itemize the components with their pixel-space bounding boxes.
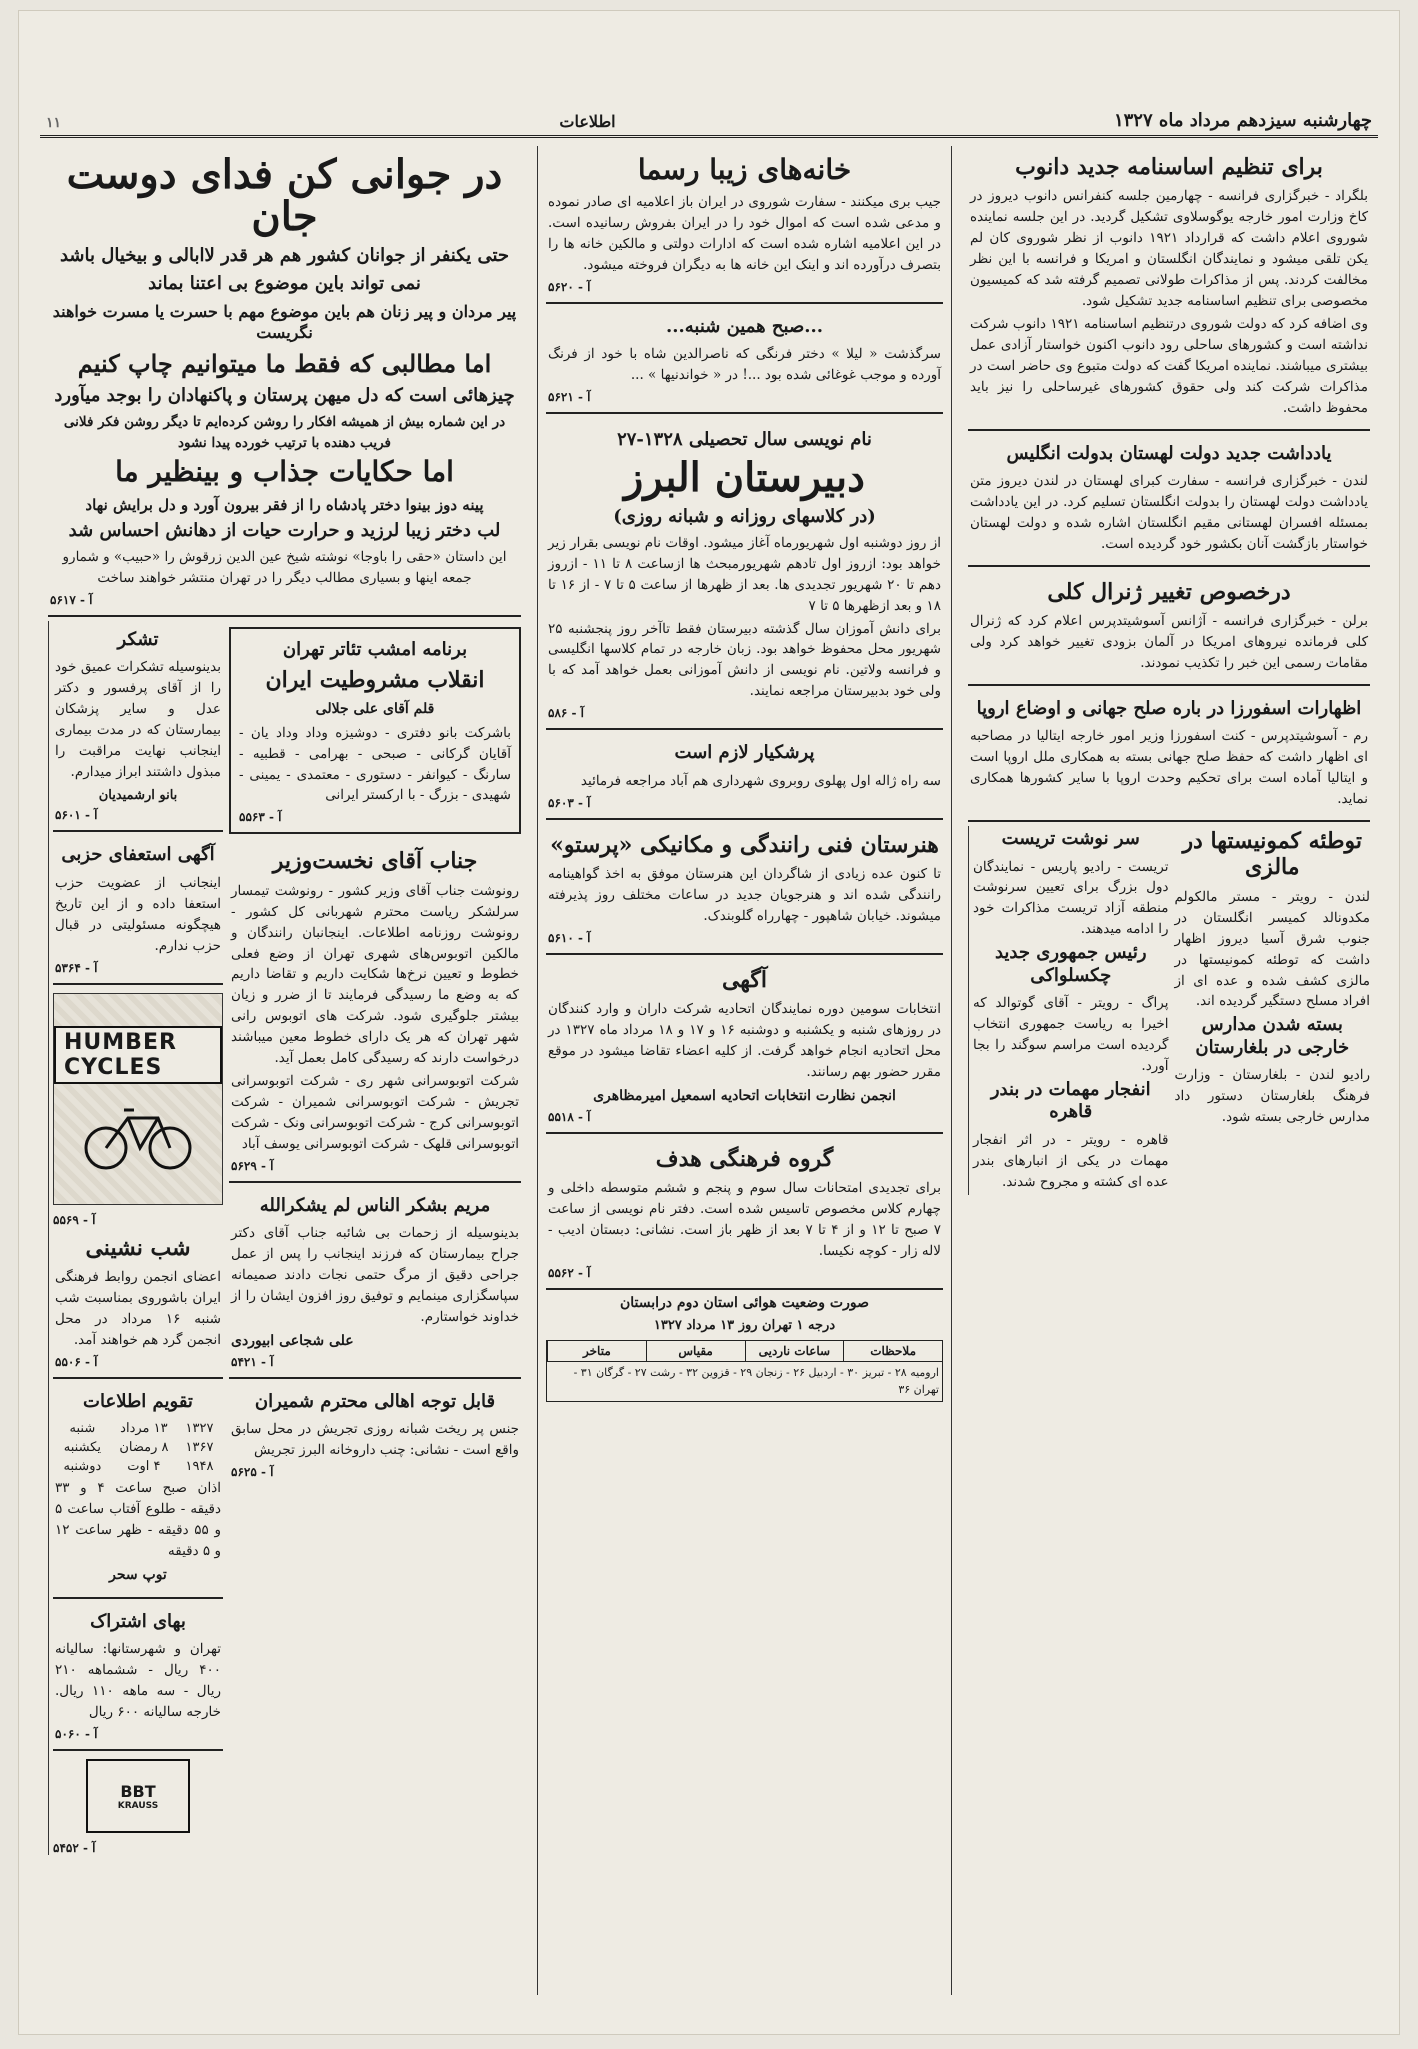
banner-subhead-5: چیزهائی است که دل میهن پرستان و پاکنهادان را بوجد میآورد: [54, 385, 515, 407]
czech-body: پراگ - رویتر - آقای گوتوالد که اخیرا به ریاست جمهوری انتخاب گردیده است مراسم سوگند را بجا آورد.: [973, 995, 1169, 1075]
hadaf-ad: [546, 1138, 943, 1290]
calendar-cell: ۱۳ مرداد: [120, 1421, 168, 1437]
weather-subhead: درجه ۱ تهران روز ۱۳ مرداد ۱۳۲۷: [653, 1317, 836, 1333]
resign-body: اینجانب از عضویت حزب استعفا داده و از این تاریخ هیچگونه مسئولیتی در قبال حزب ندارم.: [55, 874, 221, 954]
election-body: انتخابات سومین دوره نمایندگان اتحادیه شرکت داران و وارد کنندگان در روزهای شنبه و یکشنبه و دوشنبه ۱۶ و ۱۷ و ۱۸ مرداد ماه ۱۳۲۷ در محل اتحادیه انجام خواهد گرفت. از کلیه اعضاء تقاضا میشود در موقع مقرر حضور بهم رسانند.: [548, 1001, 941, 1080]
thanks-body: بدینوسیله تشکرات عمیق خود را از آقای پرفسور و دکتر عدل و سایر پزشکان بیمارستان که در مدت بیماری اینجانب نهایت مراقبت را مبذول داشتند ابراز میدارم.: [55, 659, 221, 780]
page-number: ۱۱: [46, 115, 62, 131]
nurse-ad: [546, 734, 943, 819]
sforza-headline: اظهارات اسفورزا در باره صلح جهانی و اوضاع اروپا: [976, 697, 1362, 719]
driving-school-ad: [546, 824, 943, 955]
newspaper-page: [18, 10, 1400, 2035]
danube-headline: برای تنظیم اساسنامه جدید دانوب: [1015, 154, 1323, 180]
banner-headline: در جوانی کن فدای دوست جان: [66, 151, 503, 240]
issue-date: چهارشنبه سیزدهم مرداد ماه ۱۳۲۷: [1113, 110, 1372, 131]
minister-headline: جناب آقای نخست‌وزیر: [272, 848, 478, 875]
left-column: [40, 146, 529, 1995]
election-signature: انجمن نظارت انتخابات اتحادیه اسمعیل امیرمظاهری: [593, 1087, 896, 1104]
doctor-code: آ - ۵۴۲۱: [231, 1354, 274, 1369]
alborz-kicker: نام نویسی سال تحصیلی ۱۳۲۸-۲۷: [617, 429, 872, 451]
malaya-article: [1175, 826, 1371, 1195]
calendar-cell: یکشنبه: [63, 1440, 101, 1456]
clay-body: برلن - خبرگزاری فرانسه - آژانس آسوشیتدپرس اعلام کرد که ژنرال کلی فرمانده نیروهای امریکا در آلمان بزودی تغییر خواهد کرد ولی مقامات رسمی این خبر را تکذیب نمودند.: [970, 613, 1368, 671]
alborz-body: از روز دوشنبه اول شهریورماه آغاز میشود. اوقات نام نویسی بقرار زیر خواهد بود: ازروز اول تادهم شهریورمبحث ها ازساعت ۸ تا ۱۱ - ازروز دهم تا ۲۰ شهریور تجدیدی ها. بعد از ظهرها از ساعت ۵ تا ۷ - از ۱۶ تا ۱۸ و بعد ازظهرها ۵ تا ۷: [548, 534, 941, 614]
tomorrow-body: سرگذشت « لیلا » دختر فرنگی که ناصرالدین شاه با خود از فرنگ آورده و موجب غوغائی شده بود ...! در « خواندنیها » ...: [548, 346, 941, 384]
malaya-headline: توطئه کمونیستها در مالزی: [1182, 828, 1363, 881]
theater-headline: برنامه امشب تئاتر تهران: [282, 638, 468, 660]
driving-school-headline: هنرستان فنی رانندگی و مکانیکی «پرستو»: [550, 831, 939, 858]
nurse-code: آ - ۵۶۰۳: [548, 795, 591, 810]
calendar-headline: تقویم اطلاعات: [83, 1390, 193, 1412]
theater-author: قلم آقای علی جلالی: [315, 700, 435, 717]
election-headline: آگهی: [721, 966, 768, 993]
doctor-signature: علی شجاعی ابیوردی: [231, 1332, 354, 1349]
resign-code: آ - ۵۳۶۴: [55, 960, 98, 975]
doctor-body: بدینوسیله از زحمات بی شائبه جناب آقای دکتر جراح بیمارستان که فرزند اینجانب را پس از عمل جراحی دقیق از مرگ حتمی نجات دادند صمیمانه سپاسگزاری مینمایم و توفیق روز افزون ایشان را از خداوند خواستارم.: [231, 1225, 519, 1325]
weather-col: ساعات ناردیی: [745, 1341, 844, 1361]
houses-article: [546, 146, 943, 304]
foreign-body: رادیو لندن - بلغارستان - وزارت فرهنگ بلغارستان دستور داد مدارس خارجی بسته شود.: [1174, 1067, 1370, 1126]
left-inner-left: [48, 621, 223, 1855]
cairo-body: قاهره - رویتر - در اثر انفجار مهمات در یکی از انبارهای بندر عده ای کشته و مجروح شدند.: [973, 1131, 1169, 1190]
houses-body: جیب بری میکنند - سفارت شوروی در ایران باز اعلامیه ای صادر نموده و مدعی شده است که اموال خود را در ایران بفروش رسانیده است. در این اعلامیه اشاره شده است که ادارات دولتی و مالکین خانه ها را بتصرف درآورده اند و اینک این خانه ها به دیگران فروخته میشود.: [548, 194, 941, 273]
weather-headline: صورت وضعیت هوائی استان دوم درابستان: [620, 1294, 869, 1311]
calendar-row: [55, 1438, 221, 1457]
thanks-notice: [53, 621, 223, 833]
logo-bottom-text: KRAUSS: [117, 1800, 159, 1811]
banner-body: در این شماره بیش از همیشه افکار را روشن کرده‌ایم تا دیگر روشن فکر فلانی فریب دهنده با ترتیب خورده پیدا نشود: [63, 414, 506, 452]
bicycle-ad-image: [53, 993, 223, 1205]
alborz-ad: [546, 418, 943, 730]
sforza-body: رم - آسوشیتدپرس - کنت اسفورزا وزیر امور خارجه ایتالیا در مصاحبه ای اظهار داشت که حفظ صلح جهانی بسته به همکاری ملل اروپا است و ایتالیا آماده است برای تحکیم وحدت اروپا با سایر کشورها همکاری نماید.: [970, 728, 1368, 808]
subscription-headline: بهای اشتراک: [90, 1610, 186, 1632]
weather-table: [546, 1340, 943, 1402]
thanks-signature: بانو ارشمیدیان: [98, 787, 178, 803]
weather-col: متاخر: [547, 1341, 646, 1361]
driving-school-code: آ - ۵۶۱۰: [548, 930, 591, 945]
party-body: اعضای انجمن روابط فرهنگی ایران باشوروی بمناسبت شب شنبه ۱۶ مرداد در محل انجمن گرد هم خواهند آمد.: [55, 1269, 221, 1348]
poland-body: لندن - خبرگزاری فرانسه - سفارت کبرای لهستان در لندن دیروز متن یادداشت دولت لهستان را بدولت انگلستان تسلیم کرد. در این یادداشت بمسئله افسران لهستانی مقیم انگلستان اشاره شده و دولت لهستان خواستار بازگشت آنان بکشور خود گردیده است.: [970, 473, 1368, 552]
theater-play-title: انقلاب مشروطیت ایران: [265, 667, 485, 694]
left-split: [48, 621, 521, 1855]
foreign-headline: بسته شدن مدارس خارجی در بلغارستان: [1195, 1014, 1350, 1058]
party-notice: [53, 1227, 223, 1379]
bicycle-icon: [78, 1092, 198, 1172]
trieste-headline: سر نوشت تریست: [1001, 828, 1140, 850]
calendar-box: [53, 1383, 223, 1599]
bicycle-brand: HUMBER CYCLES: [54, 1026, 222, 1084]
weather-header-row: [547, 1341, 942, 1362]
doctor-thanks: [229, 1187, 521, 1379]
calendar-cell: ۱۳۶۷: [185, 1440, 214, 1456]
malaya-body: لندن - رویتر - مستر مالکولم مکدونالد کمیسر انگلستان در جنوب شرق آسیا دیروز اظهار داشت که توطئه کمونیستها در مالزی کشف شده و عده ای از افراد مسلح دستگیر گردیده اند.: [1174, 888, 1370, 1010]
logo-code: آ - ۵۴۵۲: [53, 1841, 96, 1855]
banner-subhead-7: لب دختر زیبا لرزید و حرارت حیات از دهانش احساس شد: [68, 519, 501, 541]
calendar-cell: ۴ اوت: [127, 1459, 161, 1475]
banner-subhead-4: اما مطالبی که فقط ما میتوانیم چاپ کنیم: [77, 348, 492, 378]
shemiran-headline: قابل توجه اهالی محترم شمیران: [254, 1390, 496, 1412]
party-code: آ - ۵۵۰۶: [55, 1354, 98, 1369]
alborz-subhead: (در کلاسهای روزانه و شبانه روزی): [613, 505, 876, 527]
danube-body-2: وی اضافه کرد که دولت شوروی درتنظیم اساسنامه ۱۹۲۱ دانوب شرکت نداشته است و کشورهای ساحلی رود دانوب اکنون خواستار آزادی عمل بیشتری میباشند. نماینده امریکا گفت که دولت متبوع وی حاضر است در مذاکرات شرکت کند ولی حقوق کشورهای غیرساحلی را نیز باید محفوظ داشت.: [970, 315, 1368, 416]
subscription-box: [53, 1603, 223, 1751]
election-code: آ - ۵۵۱۸: [548, 1109, 591, 1124]
alborz-code: آ - ۵۸۶: [548, 706, 585, 721]
minister-letter: [229, 840, 521, 1182]
nurse-headline: پرشکیار لازم است: [674, 742, 815, 764]
calendar-cell: شنبه: [69, 1421, 96, 1437]
tomorrow-headline: ...صبح همین شنبه...: [665, 315, 824, 337]
banner-subhead-2: نمی تواند باین موضوع بی اعتنا بماند: [148, 273, 421, 295]
banner-body-2: این داستان «حقی را باوجا» نوشته شیخ عین الدین زرقوش را «حبیب» و شمارو جمعه اینها و بسیاری مطالب دیگر را در تهران منتشر خواهند ساخت: [62, 549, 507, 586]
left-inner-right: [229, 621, 521, 1855]
poland-headline: یادداشت جدید دولت لهستان بدولت انگلیس: [1006, 442, 1332, 464]
czech-headline: رئیس جمهوری جدید چکسلواکی: [994, 942, 1147, 986]
calendar-cell: ۸ رمضان: [119, 1440, 169, 1456]
election-notice: [546, 959, 943, 1134]
minister-body-2: شرکت اتوبوسرانی شهر ری - شرکت اتوبوسرانی تجریش - شرکت اتوبوسرانی شمیران - شرکت اتوبوسرانی کرج - شرکت اتوبوسرانی ونک - شرکت اتوبوسرانی قلهک - شرکت اتوبوسرانی یوسف آباد: [231, 1073, 519, 1152]
calendar-row: [55, 1457, 221, 1476]
banner-headline-2: اما حکایات جذاب و بینظیر ما: [115, 455, 454, 489]
resign-notice: [53, 836, 223, 984]
hadaf-code: آ - ۵۵۶۲: [548, 1265, 591, 1280]
calendar-cell: ۱۳۲۷: [185, 1421, 214, 1437]
houses-headline: خانه‌های زیبا رسما: [637, 153, 852, 186]
cairo-headline: انفجار مهمات در بندر قاهره: [990, 1078, 1151, 1123]
danube-article: [968, 146, 1370, 431]
krauss-logo: [86, 1759, 190, 1833]
weather-rows: ارومیه ۲۸ - تبریز ۳۰ - اردبیل ۲۶ - زنجان ۲۹ - قزوین ۳۲ - رشت ۲۷ - گرگان ۳۱ - تهران ۳۶: [573, 1366, 939, 1396]
theater-code: آ - ۵۵۶۳: [239, 810, 282, 825]
trieste-body: تریست - رادیو پاریس - نمایندگان دول بزرگ برای تعیین سرنوشت منطقه آزاد تریست مذاکرات خود را ادامه میدهند.: [973, 858, 1169, 938]
resign-headline: آگهی استعفای حزبی: [61, 844, 215, 866]
shemiran-notice: [229, 1383, 521, 1487]
party-headline: شب نشینی: [85, 1234, 191, 1261]
theater-ad: [229, 627, 521, 834]
banner-code: آ - ۵۶۱۷: [50, 592, 93, 607]
doctor-headline: مریم بشکر الناس لم یشکرالله: [259, 1194, 491, 1216]
danube-body: بلگراد - خبرگزاری فرانسه - چهارمین جلسه کنفرانس دانوب دیروز در کاخ وزارت امور خارجه یوگوسلاوی تشکیل گردید. در این جلسه نماینده شوروی اعلام داشت که قرارداد ۱۹۲۱ دانوب از نظر شوروی کان لم یکن تلقی میشود و نمایندگان انگلستان و امریکا و فرانسه با این نظر مخالفت کردند. پس از مذاکرات طولانی تصمیم گرفته شد که کمیسیون مخصوصی برای تنظیم اساسنامه جدید تشکیل شود.: [970, 188, 1368, 309]
tomorrow-code: آ - ۵۶۲۱: [548, 390, 591, 405]
logo-top-text: BBT: [120, 1781, 156, 1801]
right-split: [968, 826, 1370, 1195]
nurse-body: سه راه ژاله اول پهلوی روبروی شهرداری هم آباد مراجعه فرمائید: [580, 772, 941, 789]
banner-ad: [48, 146, 521, 617]
sforza-article: [968, 690, 1370, 822]
minister-code: آ - ۵۶۲۹: [231, 1158, 274, 1173]
tomorrow-notice: [546, 308, 943, 414]
calendar-row: [55, 1419, 221, 1438]
houses-code: آ - ۵۶۲۰: [548, 279, 591, 294]
poland-article: [968, 435, 1370, 567]
hadaf-body: برای تجدیدی امتحانات سال سوم و پنجم و ششم متوسطه داخلی و چهارم کلاس مخصوص تاسیس شده است. دفتر نام نویسی از ساعت ۷ صبح تا ۱۲ و از ۴ تا ۷ بعد از ظهر باز است. نشانی: دبستان ادیب - لاله زار - کوچه نکیسا.: [548, 1180, 942, 1259]
paper-name: اطلاعات: [559, 112, 616, 131]
banner-subhead-6: پینه دوز بینوا دختر پادشاه را از فقر بیرون آورد و دل برایش نهاد: [85, 495, 484, 514]
calendar-cannon: توپ سحر: [109, 1566, 167, 1583]
alborz-headline: دبیرستان البرز: [624, 453, 865, 501]
bicycle-code: آ - ۵۵۶۹: [53, 1212, 96, 1227]
weather-col: مقیاس: [646, 1341, 745, 1361]
theater-body: باشرکت بانو دفتری - دوشیزه وداد وداد یان - آقایان گرکانی - صبحی - بهرامی - قطبیه - سارنگ - کیوانفر - دستوری - معتمدی - یمینی - شهیدی - بزرگ - با ارکستر ایرانی: [239, 724, 511, 804]
alborz-body-2: برای دانش آموزان سال گذشته دبیرستان فقط تاآخر روز پنجشنبه ۲۵ شهریور محل محفوظ خواهد بود. زبان خارجه در تمام کلاسها انگلیسی و فرانسه ولاتین. نام نویسی از دانش آموزانی بعمل خواهد آمد که با ولی خود بدبیرستان مراجعه نمایند.: [548, 620, 941, 700]
calendar-times: اذان صبح ساعت ۴ و ۳۳ دقیقه - طلوع آفتاب ساعت ۵ و ۵۵ دقیقه - ظهر ساعت ۱۲ و ۵ دقیقه: [55, 1480, 222, 1559]
thanks-code: آ - ۵۶۰۱: [55, 808, 98, 823]
calendar-cell: ۱۹۴۸: [185, 1459, 214, 1475]
calendar-cell: دوشنبه: [63, 1459, 102, 1475]
subscription-code: آ - ۵۰۶۰: [55, 1727, 98, 1741]
middle-column: [537, 146, 952, 1995]
trieste-article: [968, 826, 1169, 1195]
clay-headline: درخصوص تغییر ژنرال کلی: [1047, 578, 1291, 605]
right-column: [960, 146, 1378, 1995]
minister-body: رونوشت جناب آقای وزیر کشور - رونوشت تیمسار سرلشکر ریاست محترم شهربانی کل کشور - رونوشت روزنامه اطلاعات. اینجانبان رانندگان و مالکین اتوبوس‌های شهری تهران از وضع فعلی خطوط و تعیین نرخ‌ها شکایت داریم و تقاضا داریم که به وضع ما رسیدگی فرمایند تا از ضرر و زیان بیشتر جلوگیری شود. شرکت های اتوبوس رانی شهر تهران که هر یک دارای خطوط معین میباشند درخواست دارند که رسیدگی کامل بعمل آید.: [231, 882, 519, 1067]
shemiran-body: جنس پر ریخت شبانه روزی تجریش در محل سابق واقع است - نشانی: چنب داروخانه البرز تجریش: [231, 1421, 519, 1459]
weather-report: [546, 1294, 943, 1402]
subscription-body: تهران و شهرستانها: سالیانه ۴۰۰ ریال - ششماهه ۲۱۰ ریال - سه ماهه ۱۱۰ ریال. خارجه سالیانه ۶۰۰ ریال: [55, 1641, 222, 1721]
weather-col: ملاحظات: [843, 1341, 942, 1361]
masthead: [40, 102, 1378, 138]
banner-subhead-3: پیر مردان و پیر زنان هم باین موضوع مهم با حسرت یا مسرت خواهند نگریست: [52, 301, 517, 343]
driving-school-body: تا کنون عده زیادی از شاگردان این هنرستان موفق به اخذ گواهینامه رانندگی شده اند و هنرجویان جدید در ساعات مختلف روز پذیرفته میشوند. خیابان شاهپور - چهارراه گلوبندک.: [548, 866, 941, 924]
shemiran-code: آ - ۵۶۲۵: [231, 1465, 274, 1480]
clay-article: [968, 571, 1370, 686]
banner-subhead-1: حتی یکنفر از جوانان کشور هم هر قدر لاابالی و بیخیال باشد: [59, 245, 510, 266]
thanks-headline: تشکر: [117, 628, 159, 650]
hadaf-headline: گروه فرهنگی هدف: [655, 1145, 834, 1172]
calendar-table: [55, 1419, 221, 1476]
